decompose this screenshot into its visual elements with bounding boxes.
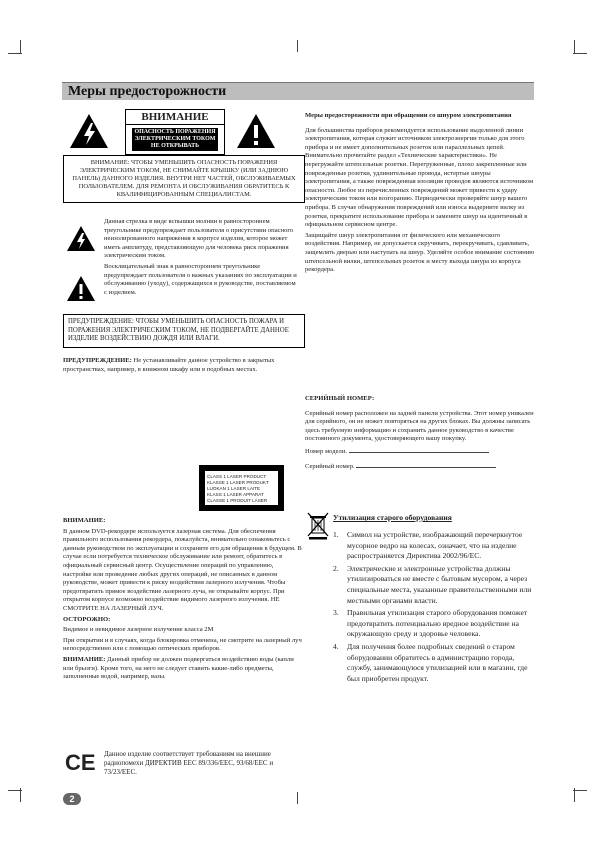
crop-mark xyxy=(573,790,587,791)
prewarning-label: ПРЕДУПРЕЖДЕНИЕ: xyxy=(63,357,132,364)
exclamation-description: Восклицательный знак в равностороннем треугольнике предупреждает пользователя о важных указаниях по эксплуатации и обслуживанию (уходу), содержащихся в руководстве, поставляемом с изделием. xyxy=(104,263,297,296)
serial-text: Серийный номер расположен на задней панели устройства. Этот номер уникален для серийного, он не может повторяться на других блоках. Вы должны записать здесь требуемую информацию и сохранить данное руководство в качестве постоянного документа, удостоверяющего вашу покупку. xyxy=(305,409,534,443)
cord-heading: Меры предосторожности при обращении со шнуром электропитания xyxy=(305,112,512,119)
serial-heading: СЕРИЙНЫЙ НОМЕР: xyxy=(305,395,375,402)
prewarning-box: ПРЕДУПРЕЖДЕНИЕ: ЧТОБЫ УМЕНЬШИТЬ ОПАСНОСТЬ ПОЖАРА И ПОРАЖЕНИЯ ЭЛЕКТРИЧЕСКИМ ТОКОМ, НЕ ПОДВЕРГАЙТЕ ДАННОЕ ИЗДЕЛИЕ ВОЗДЕЙСТВИЮ ДОЖДЯ ИЛИ ВЛАГИ. xyxy=(63,314,305,348)
exclamation-triangle-icon xyxy=(66,275,96,302)
prewarning-paragraph xyxy=(63,357,303,374)
cord-text-2: Защищайте шнур электропитания от физического или механического воздействия. Например, не допускается скручивать, перекручивать, сдавливать, защемлять дверью или наступать на шнур. Уделяйте особое внимание состоянию штепсельной вилки, штепсельных розеток и месту выхода шнура из корпуса рекордера. xyxy=(305,231,535,274)
disposal-heading: Утилизация старого оборудования xyxy=(333,513,452,522)
crop-mark xyxy=(20,40,21,54)
warning-inner-text: ОПАСНОСТЬ ПОРАЖЕНИЯ ЭЛЕКТРИЧЕСКИМ ТОКОМ НЕ ОТКРЫВАТЬ xyxy=(132,128,218,151)
section-header xyxy=(62,82,534,100)
lightning-warning-icon xyxy=(68,112,110,150)
careful-text-3-label: ВНИМАНИЕ: xyxy=(63,655,106,663)
cord-section xyxy=(305,112,535,277)
lightning-triangle-icon xyxy=(66,225,96,252)
disposal-list xyxy=(333,530,533,686)
lightning-description: Данная стрелка в виде вспышки молнии в равностороннем треугольнике предупреждает пользователя о присутствии опасного неизолированного напряжения в корпусе изделия, которое может иметь амплитуду, представляющую для человека риск поражения электрическим током. xyxy=(104,218,294,260)
model-number-label: Номер модели. xyxy=(305,447,348,455)
careful-text-1: Видимое и невидимое лазерное излучение класса 2M xyxy=(63,626,214,634)
list-item: 4. Для получения более подробных сведений о старом оборудовании обратитесь в администрацию города, службу, занимающуюся утилизацией или в магазин, где был приобретен продукт. xyxy=(333,641,528,683)
disposal-heading-wrap xyxy=(333,514,533,523)
warning-heading: ВНИМАНИЕ xyxy=(126,110,224,125)
ce-compliance-text: Данное изделие соответствует требованиям на внешние радиопомехи ДИРЕКТИВ ЕЕС 89/336/EEC, 93/68/EEC и 73/23/EEC. xyxy=(104,750,274,776)
crop-mark xyxy=(297,40,298,52)
warning-box xyxy=(125,109,225,155)
attention-text: В данном DVD-рекордере используется лазерная система. Для обеспечения правильного использования рекордера, пожалуйста, внимательно ознакомьтесь с данным руководством по эксплуатации и сохраните его для обращения в будущем. В случае если потребуется техническое обслуживание или ремонт, обратитесь в официальный сервисный центр. Осуществление операций по управлению, настройке или проведение любых других операций, не описанных в данном руководстве, может привести к риску воздействия лазерного излучения. Чтобы предотвратить прямое воздействие лазерного луча, не открывайте корпус. При открытом корпусе возможно воздействие видимого лазерного излучения. НЕ СМОТРИТЕ НА ЛАЗЕРНЫЙ ЛУЧ. xyxy=(63,527,302,612)
cord-text-1: Для большинства приборов рекомендуется использование выделенной линии электропитания, которая служит источником электроэнергии только для этого прибора и не имеет дополнительных розеток или параллельных цепей. Внимательно прочитайте раздел «Технические характеристики». Не перегружайте штепсельные розетки. Перегруженные, плохо закрепленные или поврежденные розетки, удлинительные провода, истертые шнуры электропитания, а также поврежденная изоляция проводов являются источником опасности. Любое из перечисленных повреждений может привести к удару электрическим током или возгоранию. Периодически проверяйте шнур вашего прибора. В случае обнаружения повреждений или износа выдерните вилку из розетки, прекратите использование прибора и замените шнур на идентичный в официальном сервисном центре. xyxy=(305,126,534,229)
attention-section xyxy=(63,517,303,684)
crop-mark xyxy=(574,40,575,54)
prewarning-text: Не устанавливайте данное устройство в закрытых пространствах, например, в книжном шкафу или в подобных местах. xyxy=(63,357,275,373)
crop-mark xyxy=(573,53,587,54)
exclamation-warning-icon xyxy=(235,112,277,150)
serial-number-line xyxy=(356,467,496,468)
crop-mark xyxy=(8,53,22,54)
crop-mark xyxy=(8,790,22,791)
careful-heading: ОСТОРОЖНО: xyxy=(63,615,111,623)
attention-heading: ВНИМАНИЕ: xyxy=(63,517,106,524)
serial-section xyxy=(305,395,535,473)
page-title: Меры предосторожности xyxy=(68,84,227,99)
laser-label-text: CLASS 1 LASER PRODUCT KLASSE 1 LASER PRODUKT LUOKAN 1 LASER LAITE KLASS 1 LASER APPARAT CLASSE 1 PRODUIT LASER xyxy=(205,471,278,505)
ce-mark-icon: CE xyxy=(65,750,96,775)
caution-box: ВНИМАНИЕ: ЧТОБЫ УМЕНЬШИТЬ ОПАСНОСТЬ ПОРАЖЕНИЯ ЭЛЕКТРИЧЕСКИМ ТОКОМ, НЕ СНИМАЙТЕ КРЫШКУ (ИЛИ ЗАДНЮЮ ПАНЕЛЬ) ДАННОГО ИЗДЕЛИЯ. ВНУТРИ НЕТ ЧАСТЕЙ, ОБСЛУЖИВАЕМЫХ ПОЛЬЗОВАТЕЛЕМ. ДЛЯ РЕМОНТА И ОБСЛУЖИВАНИЯ ОБРАТИТЕСЬ К КВАЛИФИЦИРОВАННЫМ СПЕЦИАЛИСТАМ. xyxy=(63,155,305,203)
careful-text-3: Данный прибор не должен подвергаться воздействию воды (капли или брызги). Кроме того, на него не следует ставить какие-либо предметы, заполненные водой, например, вазы. xyxy=(63,655,294,681)
page-number: 2 xyxy=(63,793,81,805)
list-item: 2. Электрические и электронные устройства должны утилизироваться не вместе с бытовым мусором, а через специальные места, указанные правительственными или местными органами власти. xyxy=(333,563,532,605)
careful-text-2: При открытии и в случаях, когда блокировка отменена, не смотрите на лазерный луч непосредственно или с помощью оптических приборов. xyxy=(63,636,302,653)
model-number-line xyxy=(349,452,489,453)
laser-product-label xyxy=(199,465,284,511)
crossed-bin-icon xyxy=(307,512,329,540)
serial-number-label: Серийный номер. xyxy=(305,462,355,470)
list-item: 3. Правильная утилизация старого оборудования поможет предотвратить потенциально вредное воздействие на окружающую среду и здоровье человека. xyxy=(333,608,528,639)
list-item: 1. Символ на устройстве, изображающий перечеркнутое мусорное ведро на колесах, означает, что на изделие распространяется Директива 2002/96/EC. xyxy=(333,530,523,561)
crop-mark xyxy=(297,792,298,804)
